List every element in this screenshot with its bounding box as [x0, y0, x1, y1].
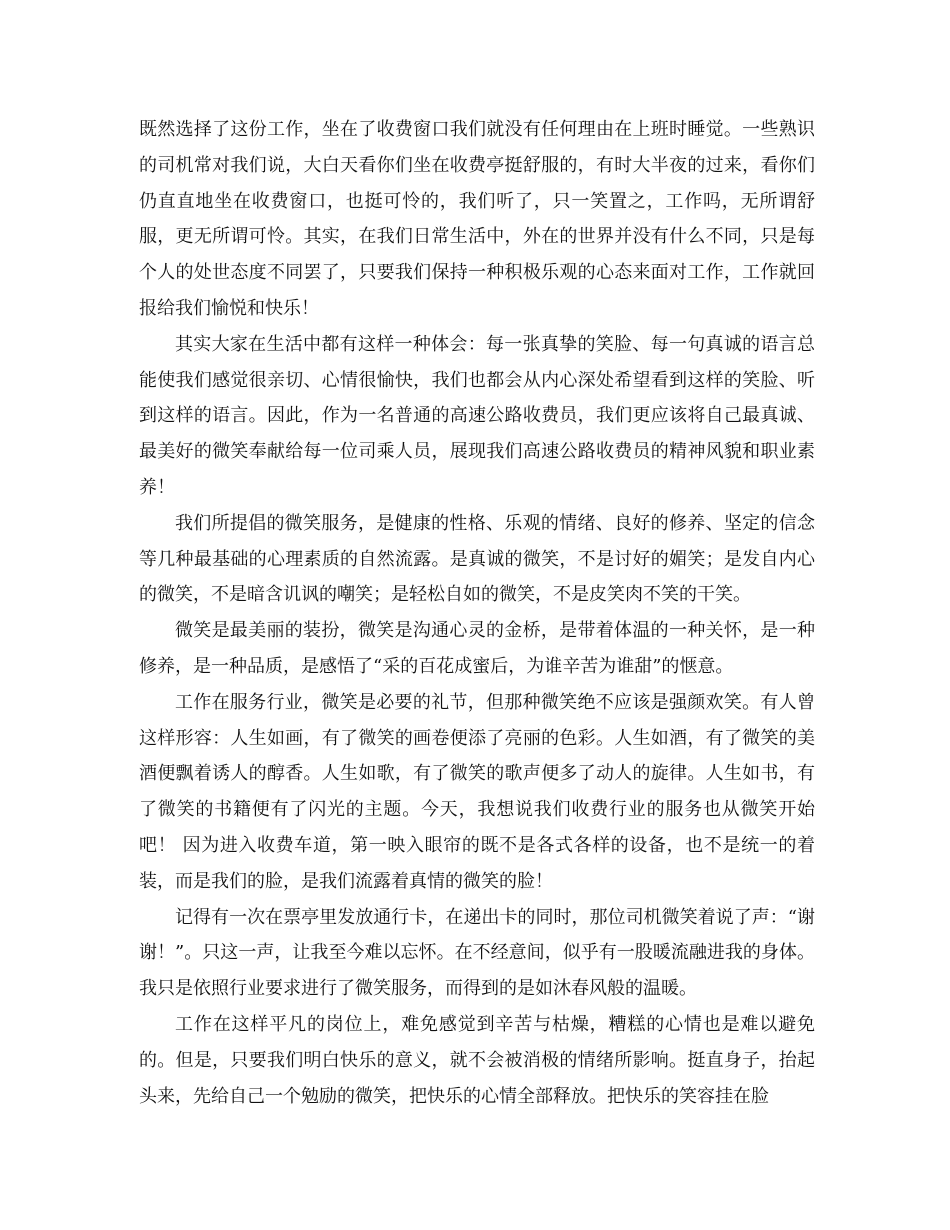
paragraph-1: 既然选择了这份工作，坐在了收费窗口我们就没有任何理由在上班时睡觉。一些熟识的司机常对我们说，大白天看你们坐在收费亭挺舒服的，有时大半夜的过来，看你们仍直直地坐在收费窗口，也挺可怜的，我们听了，只一笑置之，工作吗，无所谓舒服，更无所谓可怜。其实，在我们日常生活中，外在的世界并没有什么不同，只是每个人的处世态度不同罢了，只要我们保持一种积极乐观的心态来面对工作，工作就回报给我们愉悦和快乐！ [139, 119, 815, 319]
paragraph-4: 微笑是最美丽的装扮，微笑是沟通心灵的金桥，是带着体温的一种关怀，是一种修养，是一种品质，是感悟了“采的百花成蜜后，为谁辛苦为谁甜”的惬意。 [139, 620, 815, 677]
paragraph-5: 工作在服务行业，微笑是必要的礼节，但那种微笑绝不应该是强颜欢笑。有人曾这样形容：人生如画，有了微笑的画卷便添了亮丽的色彩。人生如酒，有了微笑的美酒便飘着诱人的醇香。人生如歌，有了微笑的歌声便多了动人的旋律。人生如书，有了微笑的书籍便有了闪光的主题。今天，我想说我们收费行业的服务也从微笑开始吧！ 因为进入收费车道，第一映入眼帘的既不是各式各样的设备，也不是统一的着装，而是我们的脸，是我们流露着真情的微笑的脸！ [139, 691, 815, 892]
paragraph-7: 工作在这样平凡的岗位上，难免感觉到辛苦与枯燥，糟糕的心情也是难以避免的。但是，只要我们明白快乐的意义，就不会被消极的情绪所影响。挺直身子，抬起头来，先给自己一个勉励的微笑，把快乐的心情全部释放。把快乐的笑容挂在脸 [139, 1013, 815, 1107]
document-body [139, 112, 815, 1114]
paragraph-2: 其实大家在生活中都有这样一种体会：每一张真挚的笑脸、每一句真诚的语言总 能使我们感觉很亲切、心情很愉快，我们也都会从内心深处希望看到这样的笑脸、听到这样的语言。因此，作为一名普通的高速公路收费员，我们更应该将自己最真诚、最美好的微笑奉献给每一位司乘人员，展现我们高速公路收费员的精神风貌和职业素养！ [139, 333, 815, 498]
paragraph-6: 记得有一次在票亭里发放通行卡，在递出卡的同时，那位司机微笑着说了声：“谢谢！”。只这一声，让我至今难以忘怀。在不经意间，似乎有一股暖流融进我的身体。我只是依照行业要求进行了微笑服务，而得到的是如沐春风般的温暖。 [139, 906, 815, 1000]
paragraph-3: 我们所提倡的微笑服务，是健康的性格、乐观的情绪、良好的修养、坚定的信念等几种最基础的心理素质的自然流露。是真诚的微笑，不是讨好的媚笑；是发自内心的微笑，不是暗含讥讽的嘲笑；是轻松自如的微笑，不是皮笑肉不笑的干笑。 [139, 512, 815, 606]
